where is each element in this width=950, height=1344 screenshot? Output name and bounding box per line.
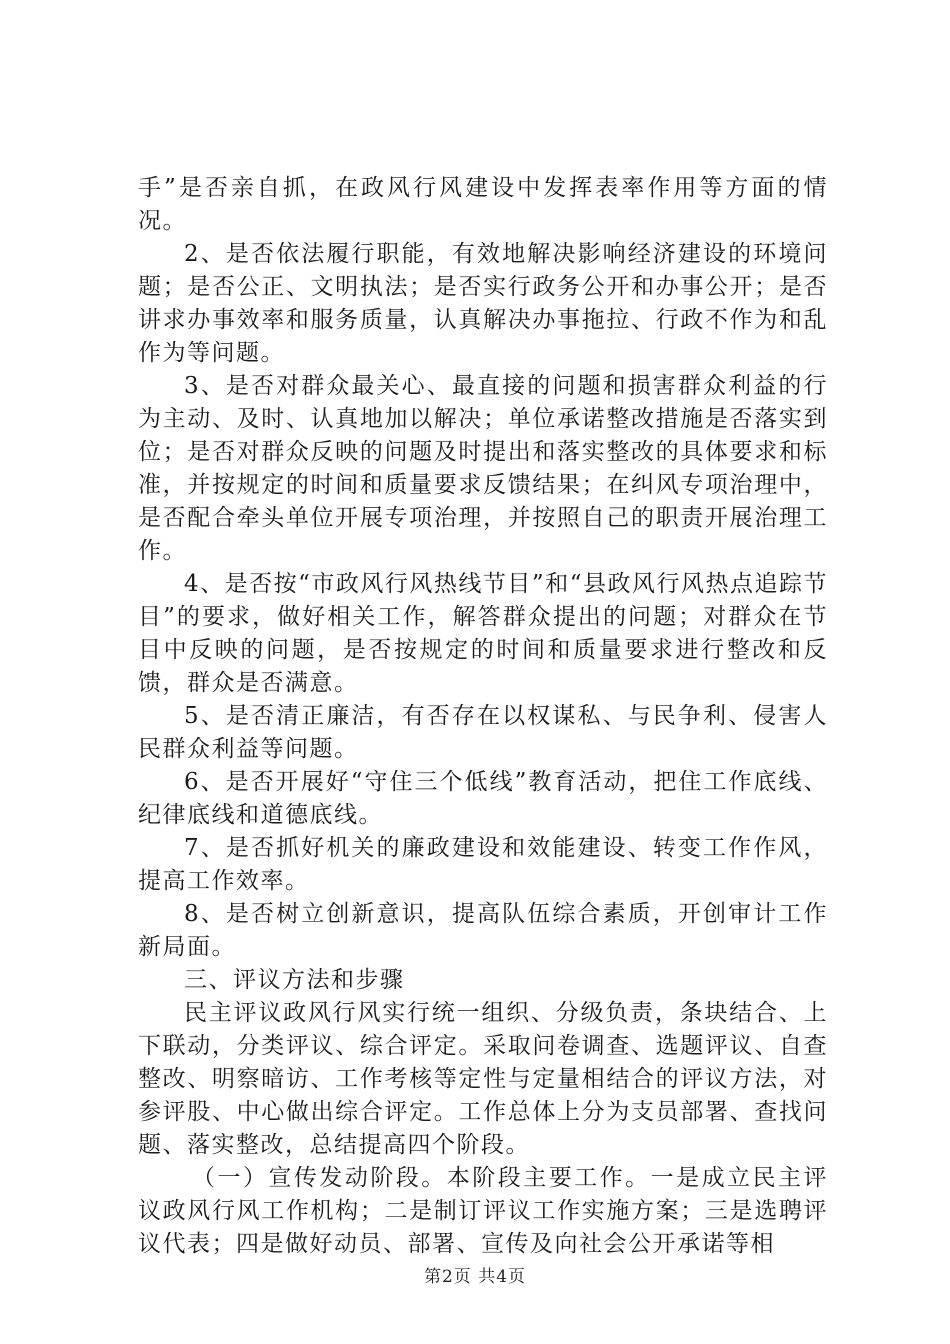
- paragraph-item-5: 5、是否清正廉洁，有否存在以权谋私、与民争利、侵害人民群众利益等问题。: [138, 703, 828, 762]
- paragraph-stage-one: （一）宣传发动阶段。本阶段主要工作。一是成立民主评议政风行风工作机构；二是制订评议工作实施方案；三是选聘评议代表；四是做好动员、部署、宣传及向社会公开承诺等相: [138, 1165, 828, 1257]
- section-heading: 三、评议方法和步骤: [184, 967, 405, 993]
- paragraph-item-2: 2、是否依法履行职能，有效地解决影响经济建设的环境问题；是否公正、文明执法；是否实行政务公开和办事公开；是否讲求办事效率和服务质量，认真解决办事拖拉、行政不作为和乱作为等问题。: [138, 241, 828, 366]
- paragraph-item-7: 7、是否抓好机关的廉政建设和效能建设、转变工作作风，提高工作效率。: [138, 835, 828, 894]
- paragraph-item-6: 6、是否开展好“守住三个低线”教育活动，把住工作底线、纪律底线和道德底线。: [138, 769, 828, 828]
- document-body: [138, 172, 828, 1261]
- paragraph-item-8: 8、是否树立创新意识，提高队伍综合素质，开创审计工作新局面。: [138, 901, 828, 960]
- paragraph-continuation: 手”是否亲自抓，在政风行风建设中发挥表率作用等方面的情况。: [138, 175, 828, 234]
- page-footer: 第2页 共4页: [423, 1267, 527, 1287]
- paragraph-method: 民主评议政风行风实行统一组织、分级负责，条块结合、上下联动，分类评议、综合评定。采取问卷调查、选题评议、自查整改、明察暗访、工作考核等定性与定量相结合的评议方法，对参评股、中心做出综合评定。工作总体上分为支员部署、查找问题、落实整改，总结提高四个阶段。: [138, 1000, 828, 1158]
- paragraph-item-3: 3、是否对群众最关心、最直接的问题和损害群众利益的行为主动、及时、认真地加以解决；单位承诺整改措施是否落实到位；是否对群众反映的问题及时提出和落实整改的具体要求和标准，并按规定的时间和质量要求反馈结果；在纠风专项治理中，是否配合牵头单位开展专项治理，并按照自己的职责开展治理工作。: [138, 373, 828, 564]
- paragraph-item-4: 4、是否按“市政风行风热线节目”和“县政风行风热点追踪节目”的要求，做好相关工作，解答群众提出的问题；对群众在节目中反映的问题，是否按规定的时间和质量要求进行整改和反馈，群众是否满意。: [138, 571, 828, 696]
